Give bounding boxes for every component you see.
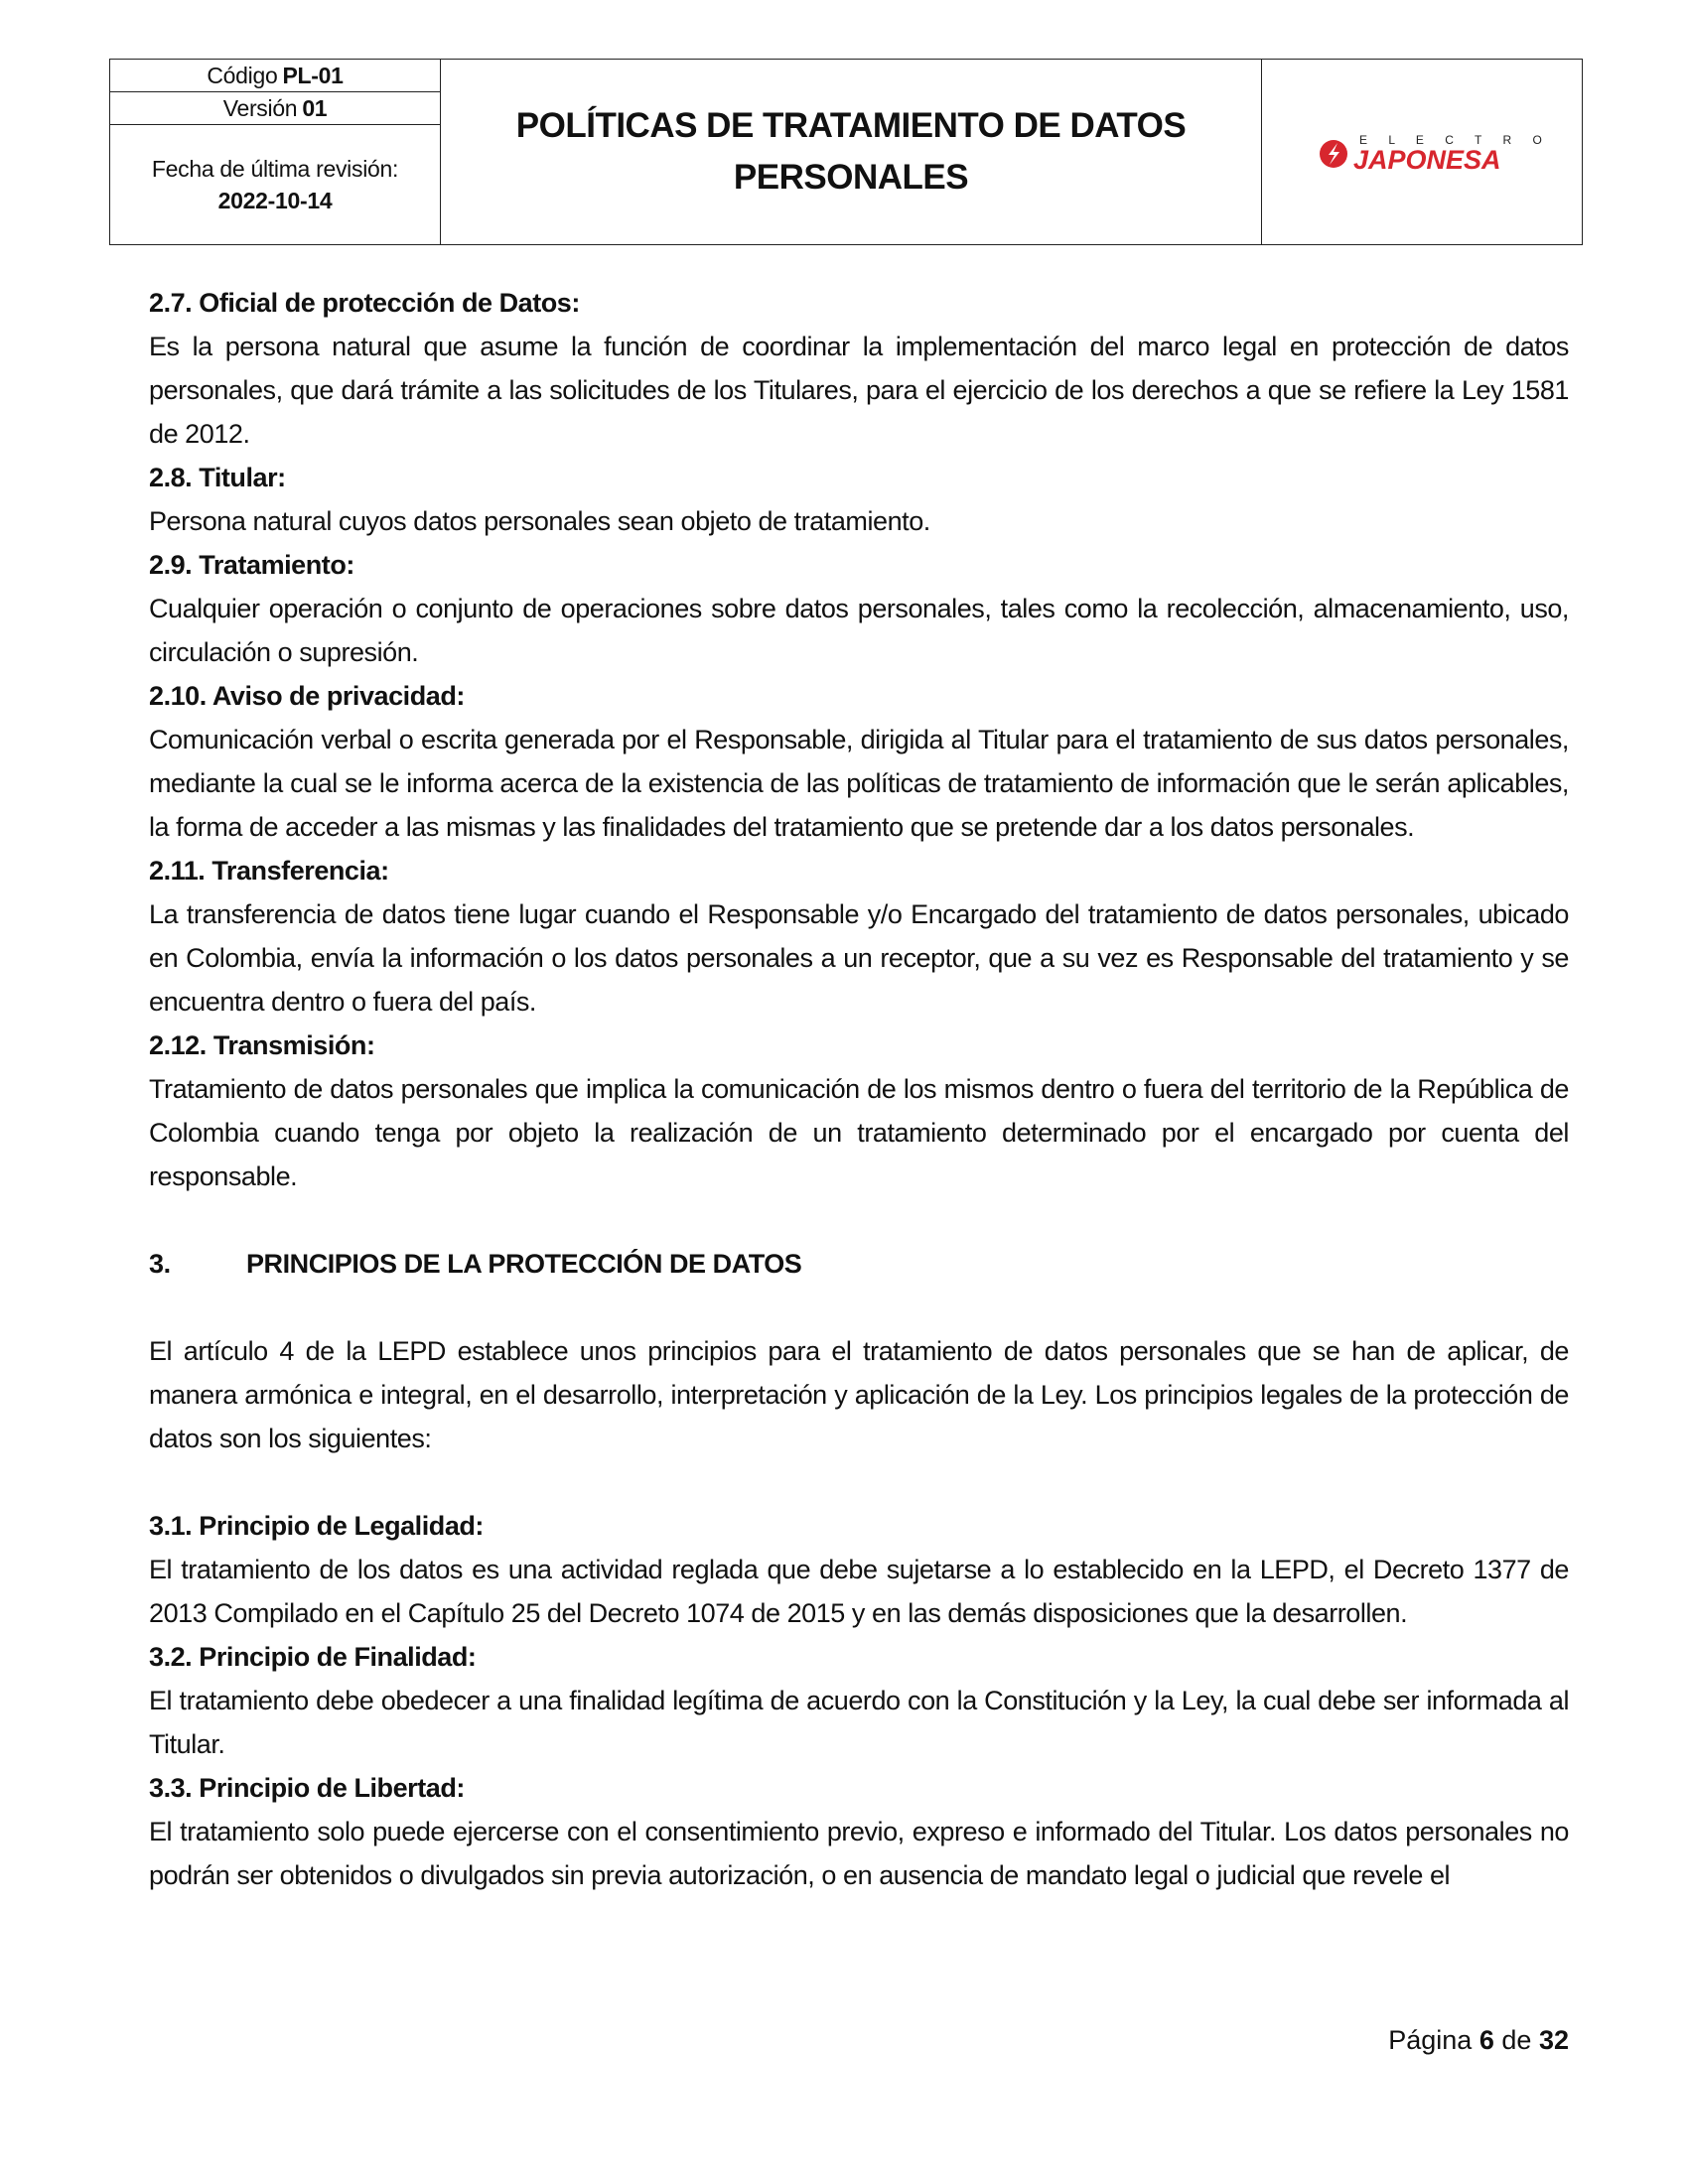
spacer [149,1460,1569,1504]
section-paragraph: La transferencia de datos tiene lugar cuando el Responsable y/o Encargado del tratamiento de datos personales, ubicado en Colombia, envía la información o los datos personales a un receptor, que a su vez es Responsable del tratamiento y se encuentra dentro o fuera del país. [149,899,1569,1017]
revision-label: Fecha de última revisión: [151,156,399,182]
page-of: de [1501,2025,1532,2055]
spacer [149,1198,1569,1242]
document-header [109,59,1583,245]
page-number [1388,2025,1569,2056]
document-title: POLÍTICAS DE TRATAMIENTO DE DATOS PERSONALES [515,106,1187,197]
document-body [149,281,1569,1897]
section-paragraph: Comunicación verbal o escrita generada por el Responsable, dirigida al Titular para el tratamiento de sus datos personales, mediante la cual se le informa acerca de la existencia de las políticas de tratamiento de información que le serán aplicables, la forma de acceder a las mismas y las finalidades del tratamiento que se pretende dar a los datos personales. [149,725,1569,842]
section-heading: 2.11. Transferencia: [149,856,389,886]
section-heading: 2.7. Oficial de protección de Datos: [149,288,580,318]
section-heading: 2.9. Tratamiento: [149,550,354,580]
revision-date: 2022-10-14 [217,188,333,213]
section-paragraph: El tratamiento solo puede ejercerse con el consentimiento previo, expreso e informado del Titular. Los datos personales no podrán ser obtenidos o divulgados sin previa autorización, o en ausencia de mandato legal o judicial que revele el [149,1817,1569,1890]
section-paragraph: Tratamiento de datos personales que implica la comunicación de los mismos dentro o fuera del territorio de la República de Colombia cuando tenga por objeto la realización de un tratamiento determinado por el encargado por cuenta del responsable. [149,1074,1569,1191]
page-label: Página [1388,2025,1473,2055]
chapter-number: 3. [149,1249,171,1279]
code-value: PL-01 [282,62,344,88]
version-label: Versión [222,94,298,121]
company-logo [1262,60,1582,244]
header-meta [110,60,441,244]
section-heading: 3.2. Principio de Finalidad: [149,1642,477,1672]
section-heading: 2.12. Transmisión: [149,1030,375,1060]
code-label: Código [207,62,278,88]
version-row [110,92,440,125]
page-total: 32 [1538,2025,1569,2055]
section-paragraph: El tratamiento de los datos es una actividad reglada que debe sujetarse a lo establecido en la LEPD, el Decreto 1377 de 2013 Compilado en el Capítulo 25 del Decreto 1074 de 2015 y en las demás disposiciones que la desarrollen. [149,1555,1569,1628]
revision-cell [110,125,440,244]
page-current: 6 [1478,2025,1494,2055]
section-paragraph: El tratamiento debe obedecer a una finalidad legítima de acuerdo con la Constitución y la Ley, la cual debe ser informada al Titular. [149,1686,1569,1759]
chapter-heading [149,1242,1569,1286]
version-value: 01 [302,94,328,121]
section-paragraph: Persona natural cuyos datos personales sean objeto de tratamiento. [149,506,930,536]
electro-japonesa-logo-icon [1318,130,1551,175]
chapter-title: PRINCIPIOS DE LA PROTECCIÓN DE DATOS [246,1249,802,1279]
section-heading: 2.8. Titular: [149,463,286,492]
logo-top-text: E L E C T R O [1359,133,1551,147]
section-heading: 3.3. Principio de Libertad: [149,1773,465,1803]
spacer [149,1286,1569,1329]
logo-main-text: JAPONESA [1353,145,1501,175]
section-heading: 3.1. Principio de Legalidad: [149,1511,484,1541]
section-paragraph: Es la persona natural que asume la función de coordinar la implementación del marco legal en protección de datos personales, que dará trámite a las solicitudes de los Titulares, para el ejercicio de los derechos a que se refiere la Ley 1581 de 2012. [149,332,1569,449]
document-title-cell [441,60,1262,244]
section-paragraph: Cualquier operación o conjunto de operaciones sobre datos personales, tales como la recolección, almacenamiento, uso, circulación o supresión. [149,594,1569,667]
code-row [110,60,440,92]
section-heading: 2.10. Aviso de privacidad: [149,681,465,711]
chapter-intro: El artículo 4 de la LEPD establece unos principios para el tratamiento de datos personales que se han de aplicar, de manera armónica e integral, en el desarrollo, interpretación y aplicación de la Ley. Los principios legales de la protección de datos son los siguientes: [149,1336,1569,1453]
